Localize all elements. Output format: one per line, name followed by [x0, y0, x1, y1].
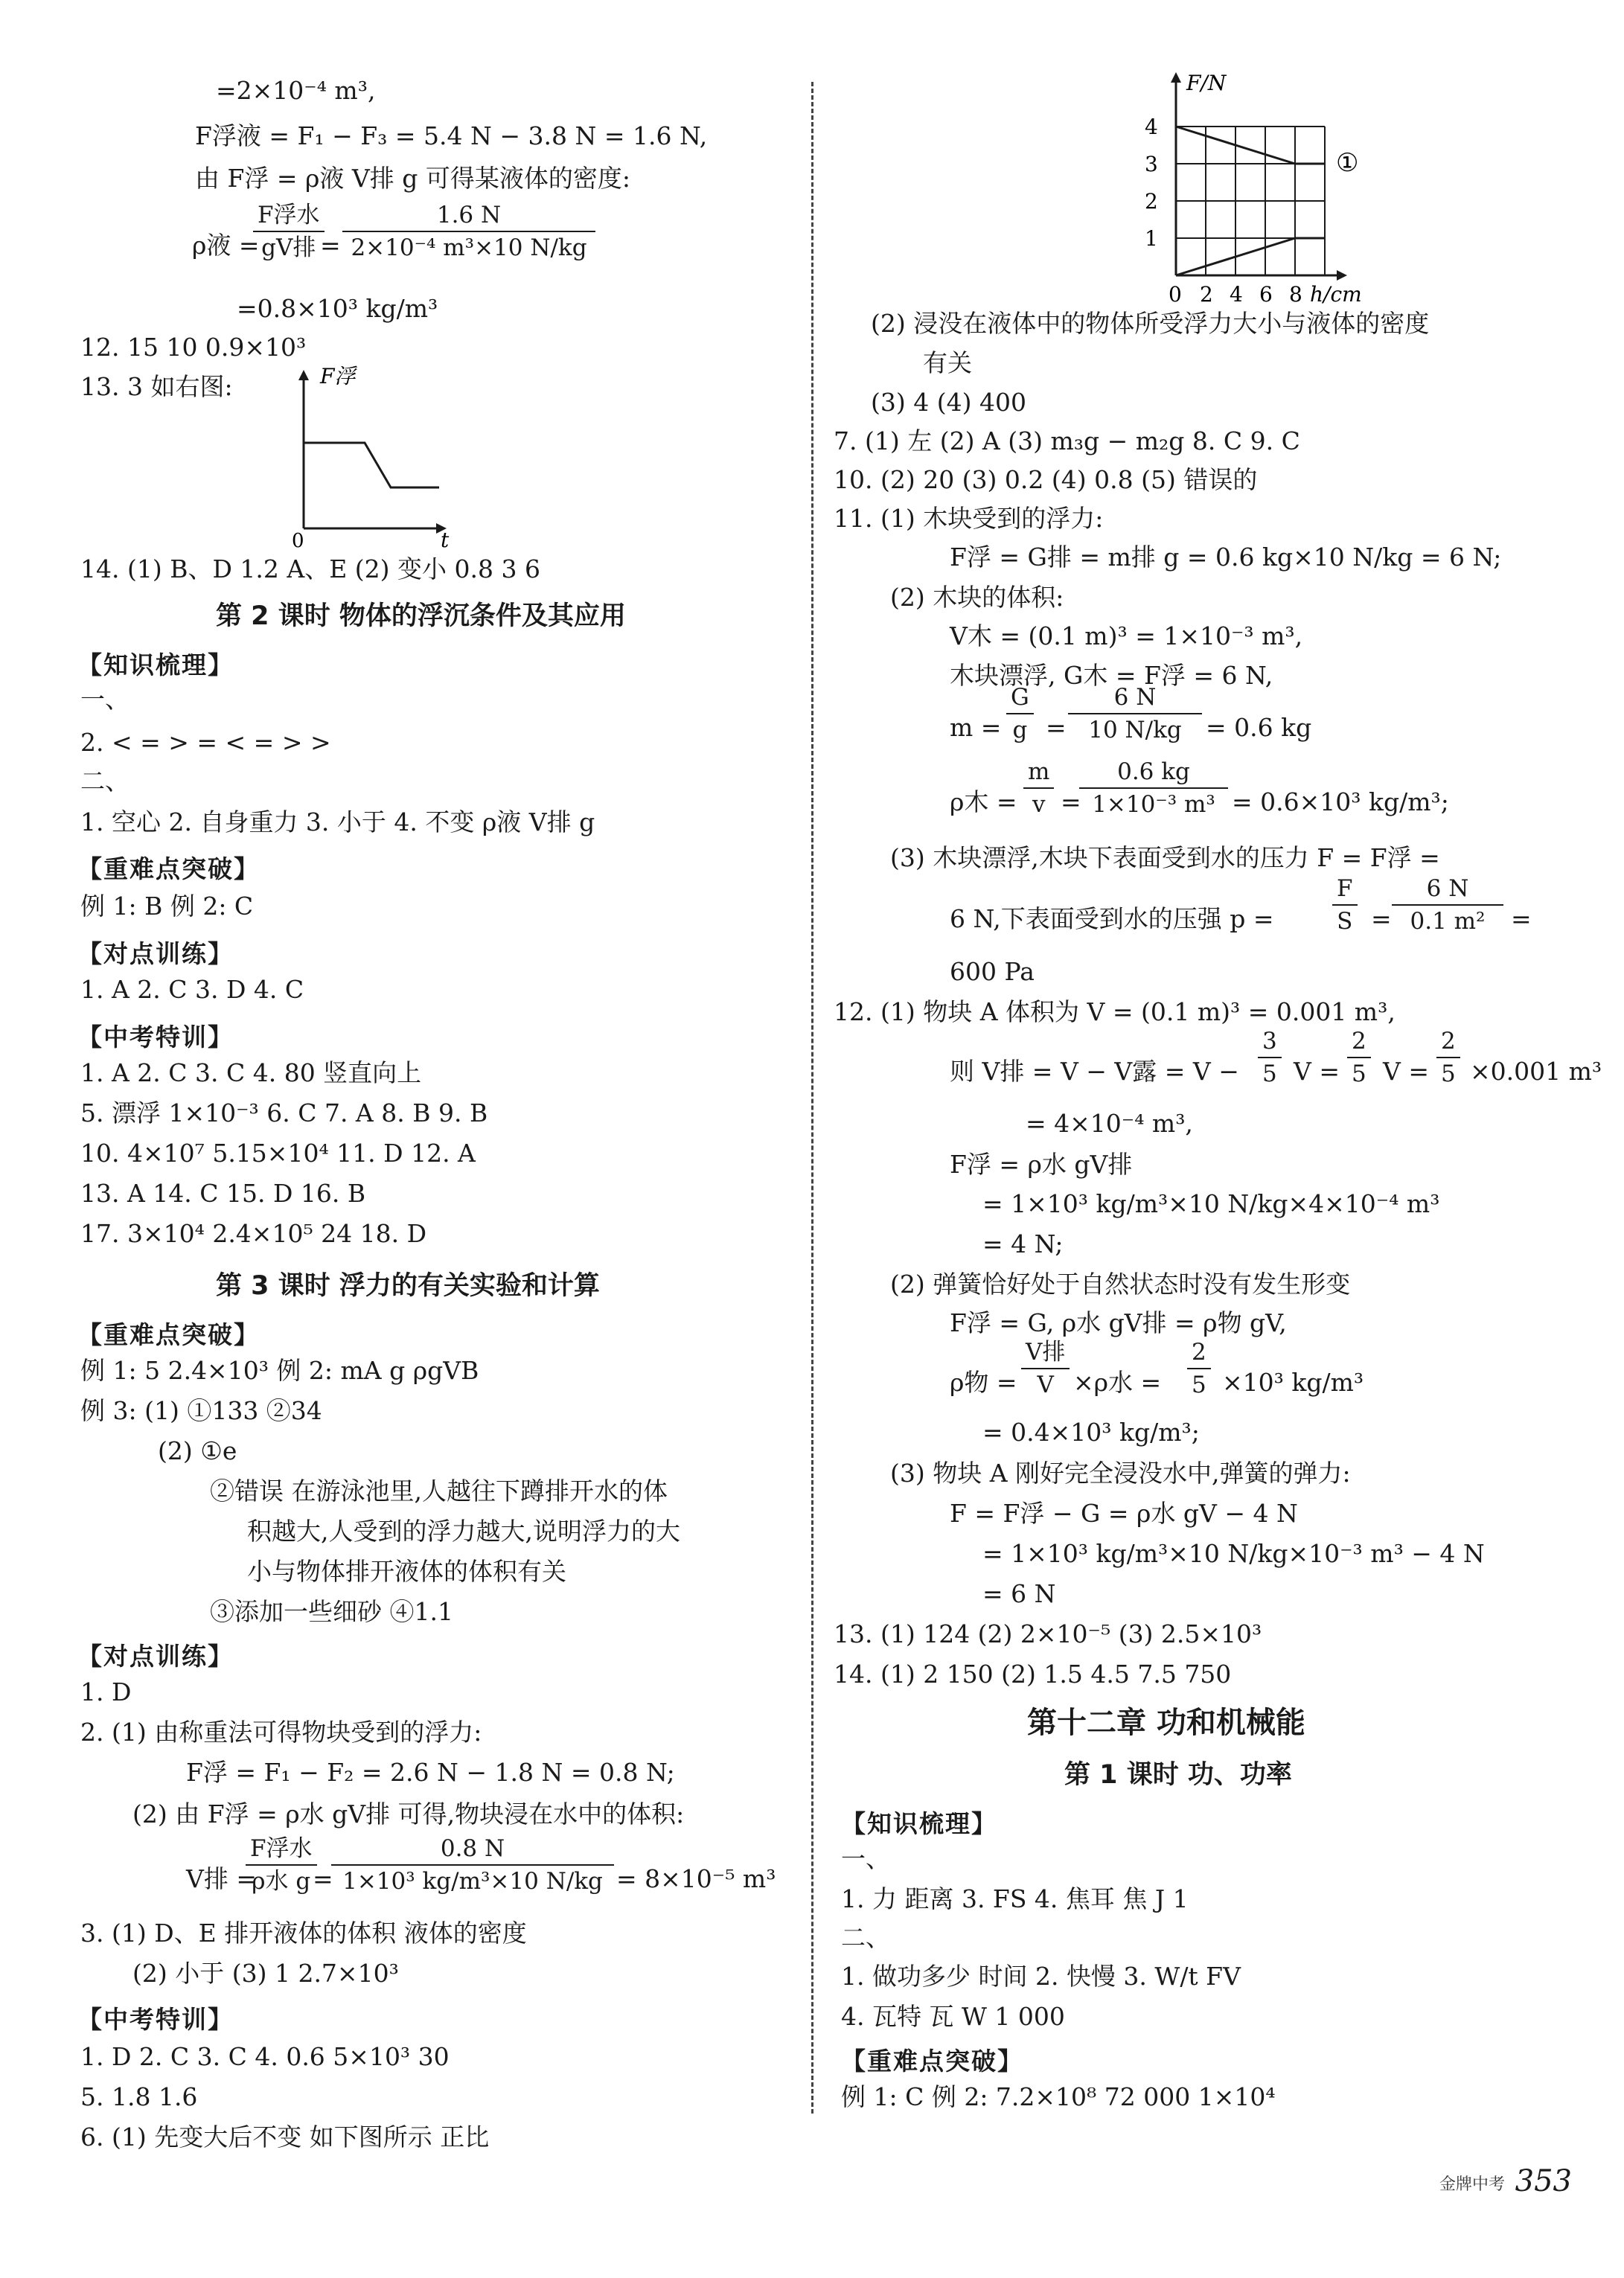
- series-1-line: [1176, 127, 1325, 164]
- text-line: 一、: [841, 1844, 890, 1873]
- fraction: [1392, 874, 1503, 935]
- fraction-denominator: g: [1012, 717, 1028, 743]
- answer-line: 11. (1) 木块受到的浮力:: [834, 504, 1104, 533]
- fraction-numerator: F: [1332, 874, 1358, 906]
- section-heading: 【中考特训】: [77, 1023, 234, 1052]
- series-marker: ①: [1336, 148, 1359, 178]
- equals-sign: =: [320, 231, 341, 260]
- answer-line: = 4 N;: [982, 1229, 1064, 1258]
- answer-line: 5. 漂浮 1×10⁻³ 6. C 7. A 8. B 9. B: [80, 1098, 488, 1127]
- answer-line: 600 Pa: [950, 957, 1035, 986]
- answer-line: 3. (1) D、E 排开液体的体积 液体的密度: [80, 1919, 527, 1948]
- fraction: [1023, 758, 1054, 819]
- answer-line: = 4×10⁻⁴ m³,: [1026, 1109, 1193, 1138]
- fraction: [1068, 683, 1202, 744]
- answer-line: 12. 15 10 0.9×10³: [80, 333, 307, 362]
- fraction: [331, 1834, 614, 1895]
- answer-line: 1. A 2. C 3. D 4. C: [80, 975, 304, 1004]
- answer-line: 1. 力 距离 3. FS 4. 焦耳 焦 J 1: [841, 1884, 1189, 1913]
- section-heading: 【重难点突破】: [841, 2047, 1023, 2076]
- answer-line: = 1×10³ kg/m³×10 N/kg×4×10⁻⁴ m³: [982, 1189, 1440, 1218]
- series-2-line: [1176, 238, 1325, 275]
- answer-line: 有关: [923, 348, 972, 377]
- fraction-denominator: 5: [1352, 1060, 1366, 1087]
- equation-text: V =: [1294, 1057, 1340, 1086]
- fraction-numerator: 1.6 N: [342, 201, 595, 232]
- answer-line: 7. (1) 左 (2) A (3) m₃g − m₂g 8. C 9. C: [834, 426, 1300, 455]
- equation-rhs: = 0.6 kg: [1206, 713, 1312, 742]
- fraction-numerator: 6 N: [1068, 683, 1202, 714]
- fraction-denominator: 5: [1441, 1060, 1456, 1087]
- fraction-numerator: F浮水: [246, 1834, 317, 1866]
- x-tick-label: 8: [1289, 282, 1302, 307]
- answer-line: 13. A 14. C 15. D 16. B: [80, 1179, 366, 1208]
- answer-line: 4. 瓦特 瓦 W 1 000: [841, 2002, 1065, 2031]
- equation-lhs: 则 V排 = V − V露 = V −: [950, 1057, 1239, 1086]
- fraction-numerator: 2: [1187, 1338, 1211, 1369]
- answer-line: (2) 浸没在液体中的物体所受浮力大小与液体的密度: [871, 309, 1430, 338]
- section-heading: 【重难点突破】: [77, 1320, 260, 1349]
- answer-line: F浮 = G, ρ水 gV排 = ρ物 gV,: [950, 1308, 1287, 1337]
- fraction-numerator: 0.8 N: [331, 1834, 614, 1866]
- fraction-numerator: m: [1023, 758, 1054, 789]
- y-axis-label: F/N: [1186, 71, 1227, 95]
- lesson-title: 第 2 课时 物体的浮沉条件及其应用: [216, 601, 626, 631]
- fraction-numerator: 0.6 kg: [1079, 758, 1228, 789]
- answer-line: F浮 = G排 = m排 g = 0.6 kg×10 N/kg = 6 N;: [950, 543, 1502, 572]
- x-axis-label: t: [441, 528, 450, 552]
- answer-line: = 0.4×10³ kg/m³;: [982, 1418, 1200, 1447]
- fraction-denominator: 5: [1192, 1372, 1206, 1398]
- fraction-numerator: V排: [1021, 1338, 1070, 1369]
- fraction: [1187, 1338, 1211, 1399]
- text-line: 由 F浮 = ρ液 V排 g 可得某液体的密度:: [195, 164, 630, 193]
- equals-sign: =: [1046, 713, 1067, 742]
- buoyancy-curve: [304, 443, 439, 487]
- answer-line: 木块漂浮, G木 = F浮 = 6 N,: [950, 661, 1273, 690]
- answer-line: 12. (1) 物块 A 体积为 V = (0.1 m)³ = 0.001 m³,: [834, 997, 1396, 1026]
- section-heading: 【对点训练】: [77, 939, 234, 968]
- equals-sign: =: [1371, 904, 1392, 933]
- x-tick-label: 0: [1169, 282, 1182, 307]
- answer-line: (2) 弹簧恰好处于自然状态时没有发生形变: [890, 1270, 1351, 1299]
- page-number: 353: [1515, 2164, 1572, 2198]
- answer-line: 例 1: B 例 2: C: [80, 892, 254, 921]
- chapter-title: 第十二章 功和机械能: [1027, 1706, 1305, 1740]
- y-axis-arrow: [298, 370, 309, 380]
- answer-line: 例 1: C 例 2: 7.2×10⁸ 72 000 1×10⁴: [841, 2082, 1276, 2111]
- answer-line: 10. (2) 20 (3) 0.2 (4) 0.8 (5) 错误的: [834, 465, 1258, 494]
- answer-line: 2. < = > = < = > >: [80, 728, 331, 757]
- equation-rhs: = 8×10⁻⁵ m³: [616, 1864, 776, 1893]
- equation-text: V =: [1383, 1057, 1429, 1086]
- y-axis-label: F浮: [320, 364, 356, 388]
- answer-line: 小与物体排开液体的体积有关: [247, 1557, 566, 1586]
- section-heading: 【知识梳理】: [841, 1809, 997, 1838]
- answer-line: 1. D 2. C 3. C 4. 0.6 5×10³ 30: [80, 2042, 450, 2071]
- fraction-denominator: v: [1032, 791, 1046, 818]
- equation-lhs: V排 =: [186, 1864, 257, 1893]
- fraction: [253, 201, 325, 262]
- y-tick-label: 4: [1145, 115, 1158, 139]
- answer-line: (2) 小于 (3) 1 2.7×10³: [132, 1959, 399, 1988]
- lesson-title: 第 3 课时 浮力的有关实验和计算: [216, 1271, 600, 1301]
- graph-force-vs-depth: [1094, 71, 1407, 316]
- fraction: [246, 1834, 317, 1895]
- answer-line: 13. 3 如右图:: [80, 372, 233, 401]
- answer-line: (2) 木块的体积:: [890, 583, 1064, 612]
- fraction: [1347, 1027, 1371, 1088]
- fraction-denominator: 0.1 m²: [1410, 908, 1486, 935]
- answer-line: 10. 4×10⁷ 5.15×10⁴ 11. D 12. A: [80, 1139, 476, 1168]
- equation-text: ×ρ水 =: [1073, 1368, 1162, 1397]
- fraction-numerator: G: [1006, 683, 1034, 714]
- equation-lhs: 6 N,下表面受到水的压强 p =: [950, 904, 1274, 933]
- fraction: [1079, 758, 1228, 819]
- answer-line: (2) 由 F浮 = ρ水 gV排 可得,物块浸在水中的体积:: [132, 1799, 685, 1829]
- graph-buoyancy-vs-time: [283, 364, 454, 552]
- fraction: [1332, 874, 1358, 935]
- origin-label: 0: [292, 530, 304, 552]
- answer-line: 6. (1) 先变大后不变 如下图所示 正比: [80, 2122, 490, 2151]
- answer-line: 1. 空心 2. 自身重力 3. 小于 4. 不变 ρ液 V排 g: [80, 807, 595, 836]
- answer-line: 2. (1) 由称重法可得物块受到的浮力:: [80, 1718, 482, 1747]
- fraction-numerator: 6 N: [1392, 874, 1503, 906]
- text-line: 二、: [841, 1923, 890, 1952]
- x-axis-label: h/cm: [1310, 282, 1362, 307]
- equals-sign: =: [1061, 787, 1081, 816]
- equation-rhs: = 0.6×10³ kg/m³;: [1232, 787, 1449, 816]
- answer-line: = 1×10³ kg/m³×10 N/kg×10⁻³ m³ − 4 N: [982, 1539, 1485, 1568]
- section-heading: 【对点训练】: [77, 1642, 234, 1671]
- fraction-denominator: 1×10³ kg/m³×10 N/kg: [342, 1868, 603, 1895]
- section-heading: 【中考特训】: [77, 2005, 234, 2034]
- answer-line: 1. A 2. C 3. C 4. 80 竖直向上: [80, 1058, 422, 1087]
- fraction: [1006, 683, 1034, 744]
- equation-rhs: =: [1511, 904, 1532, 933]
- answer-line: (3) 木块漂浮,木块下表面受到水的压力 F = F浮 =: [890, 843, 1440, 872]
- answer-line: 5. 1.8 1.6: [80, 2082, 198, 2111]
- answer-line: F浮 = ρ水 gV排: [950, 1150, 1133, 1179]
- brand-label: 金牌中考: [1439, 2175, 1505, 2194]
- fraction-denominator: 2×10⁻⁴ m³×10 N/kg: [351, 234, 587, 261]
- fraction-denominator: 1×10⁻³ m³: [1092, 791, 1215, 818]
- answer-line: 例 3: (1) ①133 ②34: [80, 1396, 322, 1425]
- answer-line: F = F浮 − G = ρ水 gV − 4 N: [950, 1499, 1298, 1528]
- x-tick-label: 2: [1200, 282, 1213, 307]
- fraction-denominator: V: [1037, 1372, 1054, 1398]
- answer-line: 14. (1) B、D 1.2 A、E (2) 变小 0.8 3 6: [80, 554, 540, 583]
- answer-line: = 6 N: [982, 1579, 1056, 1608]
- fraction: [1258, 1027, 1282, 1088]
- fraction-numerator: 2: [1347, 1027, 1371, 1058]
- answer-line: 1. D: [80, 1677, 132, 1706]
- y-tick-label: 2: [1145, 189, 1158, 214]
- fraction-denominator: gV排: [261, 234, 316, 261]
- y-axis-arrow: [1171, 72, 1181, 83]
- answer-line: (2) ①e: [158, 1436, 237, 1465]
- fraction: [342, 201, 595, 262]
- text-line: 二、: [80, 767, 130, 796]
- equation-lhs: ρ液 =: [192, 231, 260, 260]
- equals-sign: =: [313, 1864, 333, 1893]
- equation-lhs: ρ木 =: [950, 787, 1017, 816]
- text-line: 一、: [80, 685, 130, 714]
- fraction-numerator: 2: [1436, 1027, 1460, 1058]
- fraction: [1021, 1338, 1070, 1399]
- equation-rhs: ×10³ kg/m³: [1222, 1368, 1364, 1397]
- answer-line: 例 1: 5 2.4×10³ 例 2: mA g ρgVB: [80, 1356, 479, 1385]
- fraction: [1436, 1027, 1460, 1088]
- column-divider: [811, 82, 813, 2114]
- lesson-title: 第 1 课时 功、功率: [1064, 1760, 1292, 1790]
- fraction-numerator: 3: [1258, 1027, 1282, 1058]
- answer-line: ②错误 在游泳池里,人越往下蹲排开水的体: [210, 1476, 668, 1506]
- equation-rhs: ×0.001 m³: [1470, 1057, 1602, 1086]
- answer-line: 1. 做功多少 时间 2. 快慢 3. W/t FV: [841, 1962, 1241, 1991]
- equation-lhs: ρ物 =: [950, 1368, 1017, 1397]
- answer-line: 17. 3×10⁴ 2.4×10⁵ 24 18. D: [80, 1219, 427, 1248]
- x-axis-arrow: [1337, 270, 1347, 281]
- x-tick-label: 4: [1230, 282, 1243, 307]
- answer-line: (3) 物块 A 刚好完全浸没水中,弹簧的弹力:: [890, 1459, 1351, 1488]
- answer-line: ③添加一些细砂 ④1.1: [210, 1597, 453, 1626]
- fraction-numerator: F浮水: [253, 201, 325, 232]
- equation-lhs: m =: [950, 713, 1002, 742]
- x-tick-label: 6: [1259, 282, 1273, 307]
- fraction-denominator: ρ水 g: [252, 1868, 311, 1895]
- text-line: =0.8×10³ kg/m³: [237, 294, 438, 323]
- answer-line: (3) 4 (4) 400: [871, 388, 1026, 417]
- answer-line: 13. (1) 124 (2) 2×10⁻⁵ (3) 2.5×10³: [834, 1619, 1262, 1648]
- fraction-denominator: S: [1337, 908, 1353, 935]
- y-tick-label: 1: [1145, 226, 1158, 251]
- section-heading: 【重难点突破】: [77, 854, 260, 883]
- answer-line: F浮 = F₁ − F₂ = 2.6 N − 1.8 N = 0.8 N;: [186, 1758, 675, 1787]
- fraction-denominator: 5: [1262, 1060, 1277, 1087]
- answer-line: 14. (1) 2 150 (2) 1.5 4.5 7.5 750: [834, 1660, 1232, 1689]
- answer-line: 积越大,人受到的浮力越大,说明浮力的大: [247, 1517, 680, 1546]
- text-line: =2×10⁻⁴ m³,: [216, 76, 376, 105]
- answer-line: V木 = (0.1 m)³ = 1×10⁻³ m³,: [950, 621, 1303, 650]
- fraction-denominator: 10 N/kg: [1088, 717, 1182, 743]
- y-tick-label: 3: [1145, 152, 1158, 176]
- section-heading: 【知识梳理】: [77, 650, 234, 679]
- text-line: F浮液 = F₁ − F₃ = 5.4 N − 3.8 N = 1.6 N,: [195, 121, 708, 150]
